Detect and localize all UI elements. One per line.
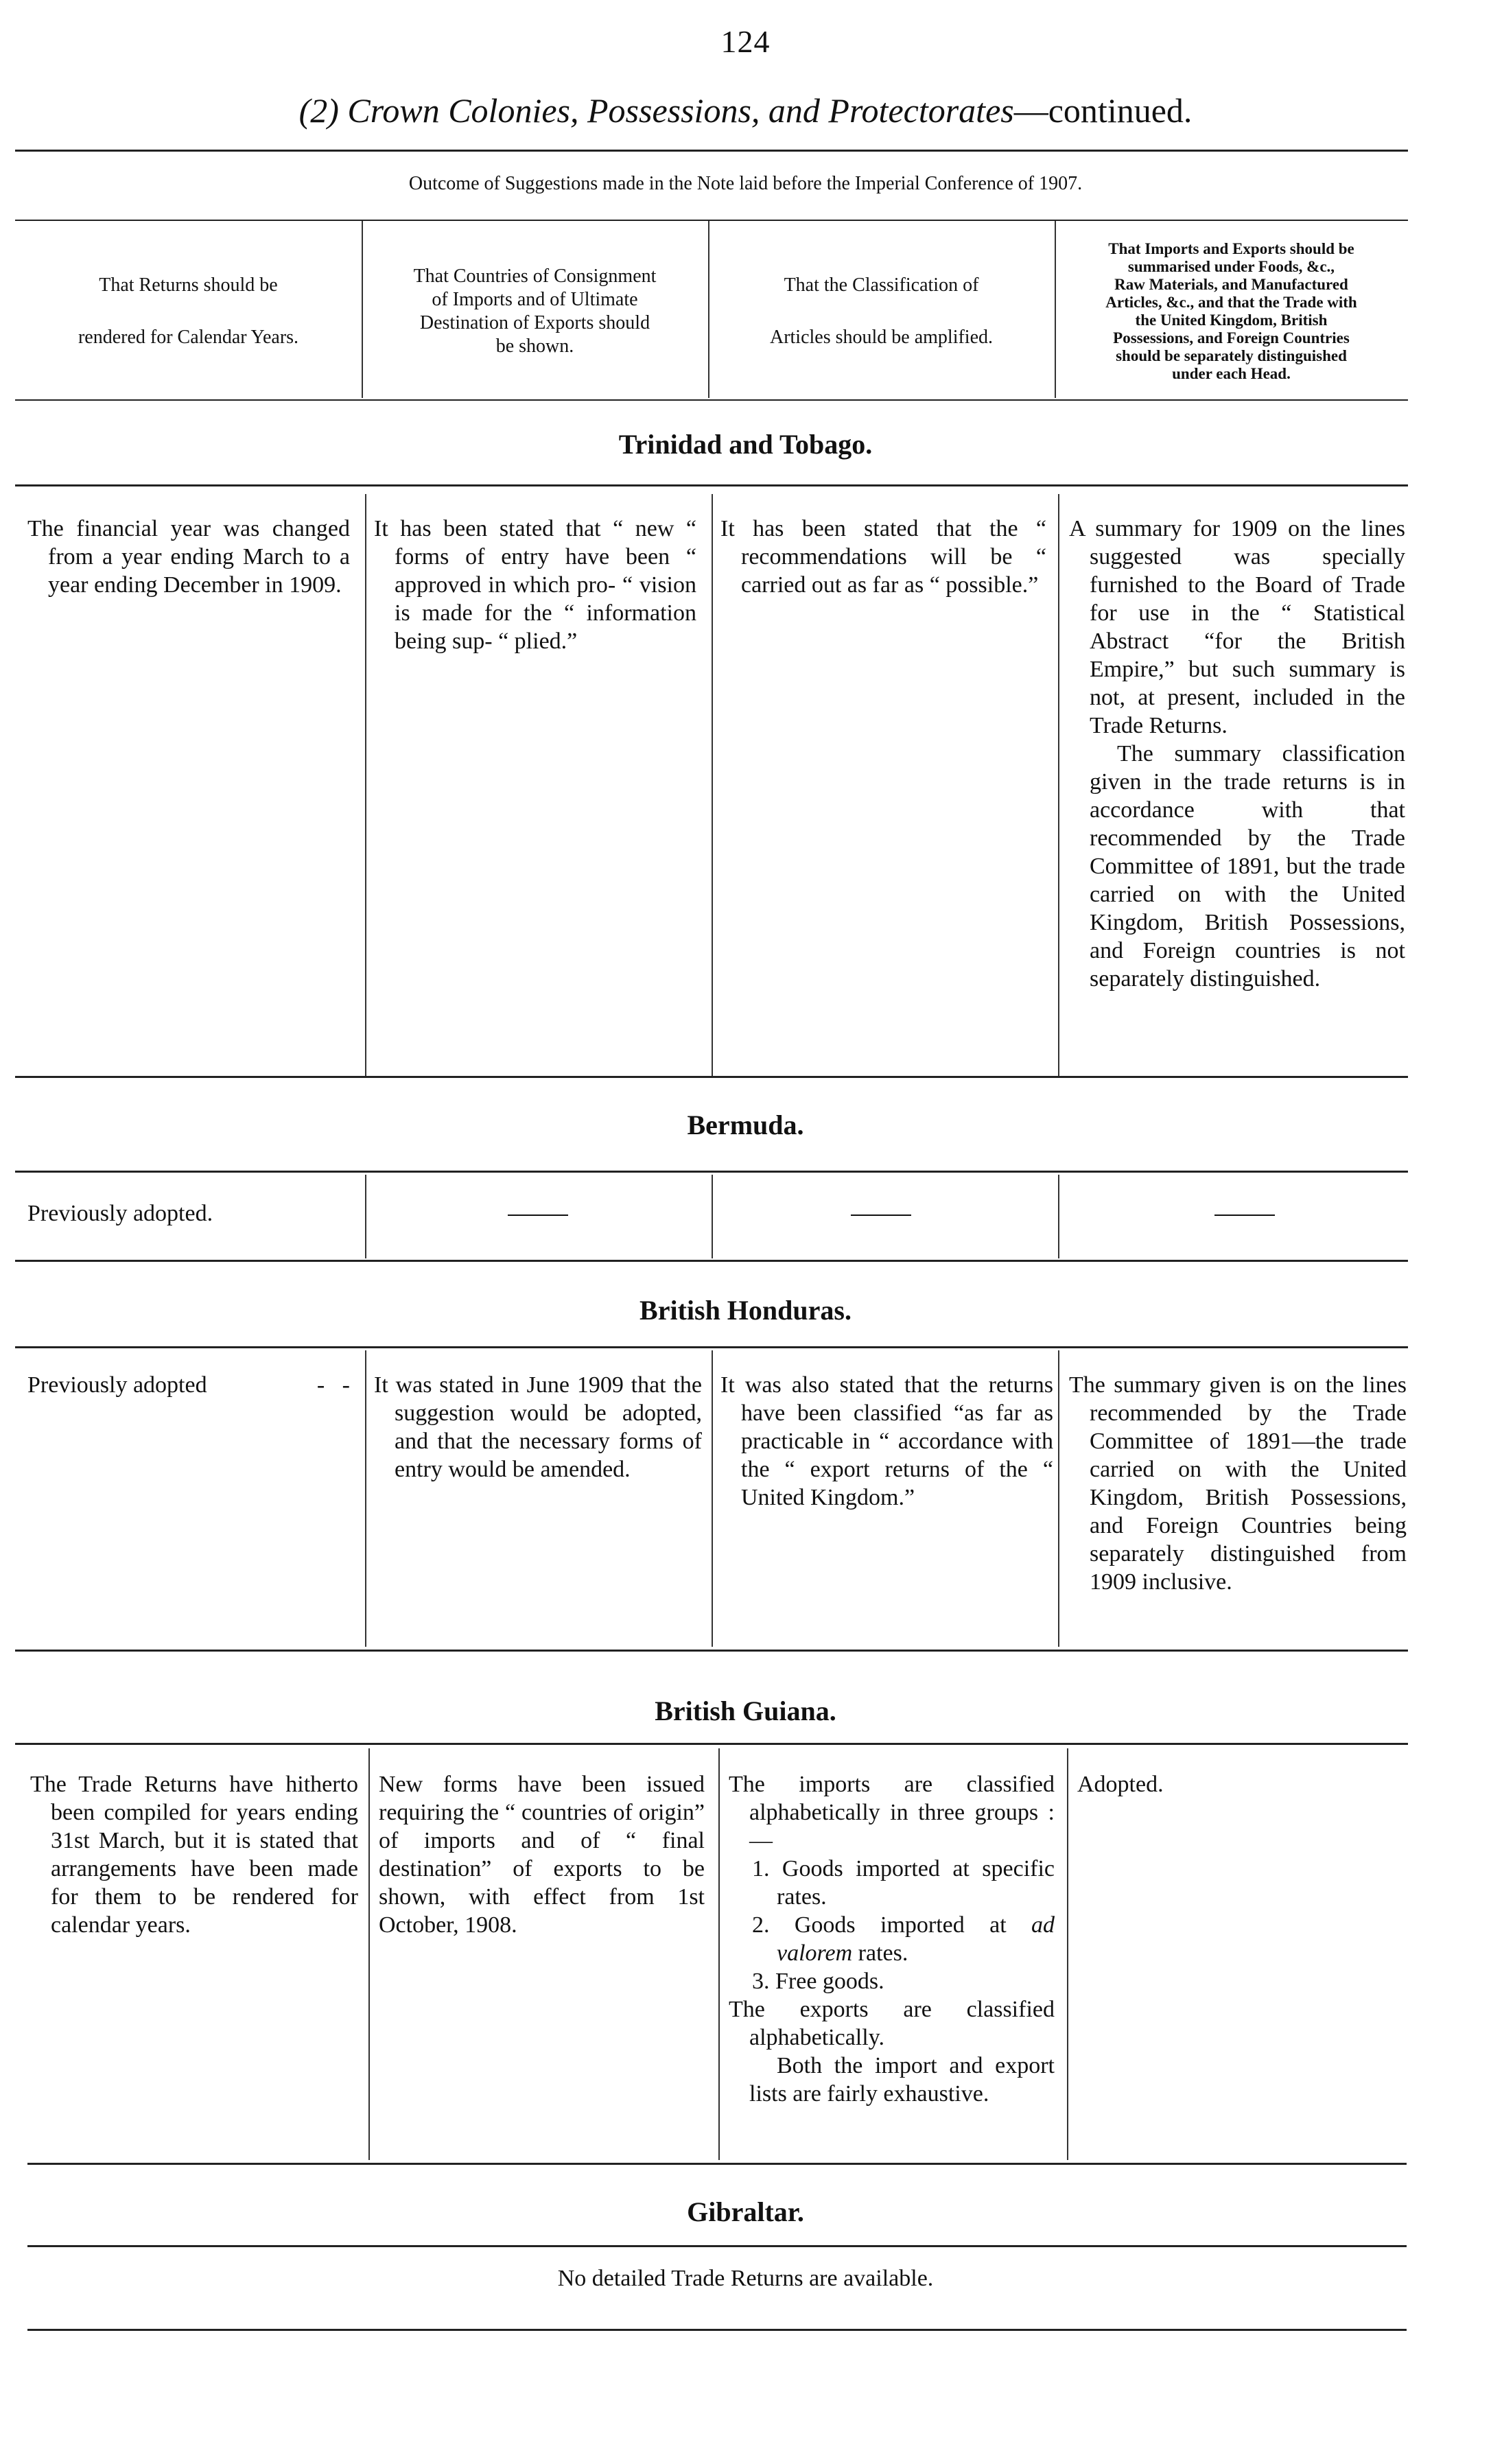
rule-section xyxy=(15,1743,1408,1745)
column-divider xyxy=(712,494,713,1077)
section-title-british-honduras: British Honduras. xyxy=(639,1295,852,1326)
rule-header-top xyxy=(15,220,1408,221)
guiana-list-item-2: 2. Goods imported at ad valorem rates. xyxy=(752,1912,1055,1966)
column-header-classification: That the Classification of Articles should be amplified. xyxy=(769,274,994,348)
guiana-countries: New forms have been issued requiring the “ countries of origin” of imports and of “ final destination” of exports to be shown, with effect from 1st October, 1908. xyxy=(379,1772,705,1938)
rule-top xyxy=(15,150,1408,152)
heading-dash: — xyxy=(1013,91,1048,130)
honduras-calendar-years: Previously adopted - - xyxy=(27,1372,350,1398)
trinidad-classification: It has been stated that the “ recommendations will be “ carried out as far as “ possible.” xyxy=(720,516,1046,598)
column-divider xyxy=(712,1175,713,1258)
honduras-classification: It was also stated that the returns have been classified “as far as practicable in “ accordance with the “ export returns of the “ United Kingdom.” xyxy=(720,1372,1053,1510)
column-divider xyxy=(718,1748,720,2160)
rule-section xyxy=(15,1171,1408,1173)
honduras-summary: The summary given is on the lines recommended by the Trade Committee of 1891—the trade carried on with the United Kingdom, British Possessions, and Foreign Countries being separately distinguished from 1909 inclusive. xyxy=(1069,1372,1407,1595)
section-title-gibraltar: Gibraltar. xyxy=(687,2196,804,2227)
rule-section xyxy=(15,1076,1408,1078)
rule-section xyxy=(15,1650,1408,1652)
rule-section xyxy=(15,484,1408,486)
rule-section xyxy=(15,1260,1408,1262)
column-divider xyxy=(1058,494,1059,1077)
page-heading xyxy=(0,91,1491,130)
rule-section xyxy=(27,2245,1407,2247)
column-divider xyxy=(708,221,709,398)
leader-dashes: - - xyxy=(316,1372,350,1398)
column-divider xyxy=(712,1350,713,1647)
column-headers xyxy=(15,224,1408,399)
column-divider xyxy=(368,1748,370,2160)
column-header-countries: That Countries of Consignment of Imports and of Ultimate Destination of Exports should be shown. xyxy=(413,265,657,357)
rule-bottom xyxy=(27,2329,1407,2331)
honduras-countries: It was stated in June 1909 that the suggestion would be adopted, and that the necessary forms of entry would be amended. xyxy=(374,1372,702,1482)
rule-header-bottom xyxy=(15,399,1408,401)
column-divider xyxy=(1055,221,1056,398)
column-divider xyxy=(1067,1748,1068,2160)
rule-section xyxy=(15,1346,1408,1348)
guiana-summary: Adopted. xyxy=(1077,1772,1164,1797)
trinidad-summary: A summary for 1909 on the lines suggested was specially furnished to the Board of Trade for use in the “ Statistical Abstract “for the British Empire,” but such summary is not, at present, included in the Trade Returns. The summary classification given in the trade returns is in accordance with that recommended by the Trade Committee of 1891, but the trade carried on with the United Kingdom, British Possessions, and Foreign countries is not separately distinguished. xyxy=(1069,516,1405,992)
column-divider xyxy=(1058,1175,1059,1258)
bermuda-summary-dash xyxy=(1214,1215,1275,1216)
heading-prefix: (2) xyxy=(298,91,339,130)
bermuda-countries-dash xyxy=(508,1215,568,1216)
bermuda-calendar-years: Previously adopted. xyxy=(27,1201,213,1226)
column-divider xyxy=(365,1350,366,1647)
heading-main: Crown Colonies, Possessions, and Protectorates xyxy=(347,91,1014,130)
column-divider xyxy=(362,221,363,398)
trinidad-calendar-years: The financial year was changed from a year ending March to a year ending December in 1909. xyxy=(27,516,350,598)
gibraltar-note: No detailed Trade Returns are available. xyxy=(557,2266,934,2291)
section-title-trinidad: Trinidad and Tobago. xyxy=(618,429,873,460)
bermuda-classification-dash xyxy=(851,1215,911,1216)
page-number: 124 xyxy=(720,24,771,59)
column-divider xyxy=(365,494,366,1077)
column-header-summary: That Imports and Exports should be summarised under Foods, &c., Raw Materials, and Manufactured Articles, &c., and that the Trade with the United Kingdom, British Possessions, and Foreign Countries should be separately distinguished under each Head. xyxy=(1105,239,1357,382)
rule-section xyxy=(27,2163,1407,2165)
table-subheading: Outcome of Suggestions made in the Note laid before the Imperial Conference of 1907. xyxy=(408,173,1083,194)
column-divider xyxy=(365,1175,366,1258)
heading-suffix: continued. xyxy=(1048,91,1193,130)
column-header-calendar-years: That Returns should be rendered for Calendar Years. xyxy=(78,274,299,348)
guiana-calendar-years: The Trade Returns have hitherto been compiled for years ending 31st March, but it is stated that arrangements have been made for them to be rendered for calendar years. xyxy=(30,1772,358,1938)
section-title-bermuda: Bermuda. xyxy=(687,1110,804,1140)
section-title-british-guiana: British Guiana. xyxy=(655,1696,836,1726)
trinidad-countries: It has been stated that “ new “ forms of entry have been “ approved in which pro- “ vision is made for the “ information being sup- “ plied.” xyxy=(374,516,696,654)
guiana-classification: The imports are classified alphabetically in three groups :— 1. Goods imported at specific rates. 2. Goods imported at ad valorem rates. 3. Free goods. The exports are classified alphabetically. Both the import and export lists are fairly exhaustive. xyxy=(729,1772,1055,2107)
column-divider xyxy=(1058,1350,1059,1647)
